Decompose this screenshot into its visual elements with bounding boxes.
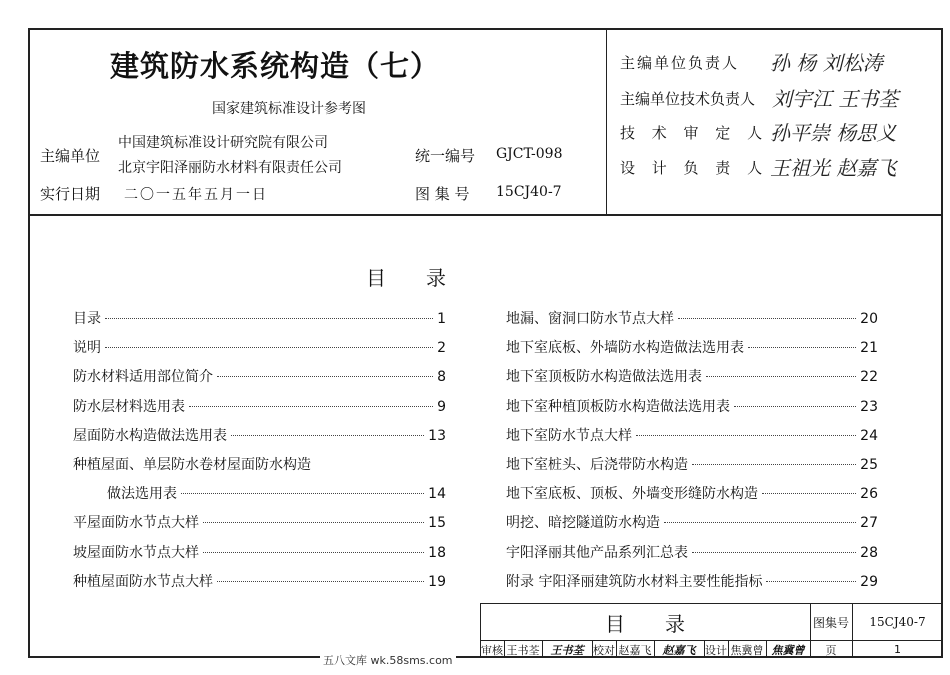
dot-leader <box>105 318 433 319</box>
toc-right-item-page: 22 <box>860 369 878 386</box>
toc-left-item-text: 说明 <box>73 340 101 357</box>
title-block-reviewer-name: 王书荃 <box>504 641 543 658</box>
toc-right-item-text: 附录 宇阳泽丽建筑防水材料主要性能指标 <box>506 573 763 590</box>
dot-leader <box>181 493 424 494</box>
title-block-atlas-no: 15CJ40-7 <box>869 615 926 629</box>
resp-signature-4: 王祖光 赵嘉飞 <box>770 156 897 180</box>
dot-leader <box>217 581 424 582</box>
toc-right-item-text: 地下室种植顶板防水构造做法选用表 <box>506 398 730 415</box>
toc-right-item <box>506 308 878 328</box>
effective-date: 二〇一五年五月一日 <box>124 187 268 203</box>
toc-right-item-text: 地下室防水节点大样 <box>506 427 632 444</box>
toc-right-item-page: 23 <box>860 398 878 415</box>
toc-left-item-page: 18 <box>428 544 446 561</box>
header-divider <box>28 214 943 216</box>
toc-left-item <box>73 454 446 474</box>
dot-leader <box>664 522 856 523</box>
toc-right-item <box>506 571 878 591</box>
title-block-designer-name: 焦冀曾 <box>728 641 767 658</box>
toc-right-item-text: 地下室底板、外墙防水构造做法选用表 <box>506 340 744 357</box>
title-block-name: 目 录 <box>605 611 685 636</box>
resp-signature-1: 孙 杨 刘松涛 <box>770 51 883 75</box>
dot-leader <box>231 435 424 436</box>
toc-right-item-page: 28 <box>860 544 878 561</box>
title-block-checker-name: 赵嘉飞 <box>616 641 655 658</box>
toc-right-item <box>506 337 878 357</box>
dot-leader <box>217 376 433 377</box>
toc-left-item-text: 坡屋面防水节点大样 <box>73 544 199 561</box>
toc-title: 目 录 <box>366 266 446 290</box>
toc-right-item-page: 24 <box>860 427 878 444</box>
toc-left-item-page: 19 <box>428 573 446 590</box>
toc-left-item <box>107 483 446 503</box>
toc-left-item-page: 14 <box>428 486 446 503</box>
toc-left-item <box>73 396 446 416</box>
dot-leader <box>105 347 433 348</box>
toc-right-item-text: 地下室桩头、后浇带防水构造 <box>506 457 688 473</box>
atlas-title: 建筑防水系统构造（七） <box>110 49 441 83</box>
toc-left-item <box>73 425 446 445</box>
toc-left-item <box>73 308 446 328</box>
toc-left-item <box>73 571 446 591</box>
toc-right-item <box>506 483 878 503</box>
title-block-atlas-label: 图集号 <box>812 615 849 630</box>
resp-label-3: 技 术 审 定 人 <box>620 124 769 142</box>
effective-date-label: 实行日期 <box>40 185 101 203</box>
dot-leader <box>766 581 856 582</box>
dot-leader <box>189 406 433 407</box>
toc-right-item <box>506 425 878 445</box>
toc-right-item <box>506 366 878 386</box>
dot-leader <box>734 406 856 407</box>
toc-right-item-page: 27 <box>860 515 878 532</box>
title-block-reviewer-label: 审核 <box>480 641 505 658</box>
title-block-checker-label: 校对 <box>592 641 617 658</box>
toc-right-item-page: 29 <box>860 573 878 590</box>
resp-signature-3: 孙平崇 杨思义 <box>770 121 897 145</box>
toc-left-item-page: 8 <box>437 369 446 386</box>
toc-left-item-page: 15 <box>428 515 446 532</box>
toc-left-item <box>73 542 446 562</box>
dot-leader <box>636 435 856 436</box>
dot-leader <box>692 552 856 553</box>
toc-left-item-text: 目录 <box>73 311 101 327</box>
watermark: 五八文库 wk.58sms.com <box>320 652 456 668</box>
toc-left-item <box>73 337 446 357</box>
atlas-no: 15CJ40-7 <box>496 184 562 200</box>
resp-label-4: 设 计 负 责 人 <box>620 159 769 177</box>
toc-right-item-page: 25 <box>860 457 878 473</box>
dot-leader <box>762 493 856 494</box>
unified-no-label: 统一编号 <box>415 147 476 165</box>
header-vertical-divider <box>606 28 607 214</box>
toc-right-item-text: 地下室顶板防水构造做法选用表 <box>506 369 702 386</box>
title-block-page-label: 页 <box>825 643 837 657</box>
toc-left-item-text: 做法选用表 <box>107 486 177 503</box>
toc-right-item-text: 地下室底板、顶板、外墙变形缝防水构造 <box>506 486 758 503</box>
toc-right-item-text: 明挖、暗挖隧道防水构造 <box>506 515 660 532</box>
toc-right-item <box>506 454 878 474</box>
toc-left-item-text: 防水材料适用部位简介 <box>73 369 213 386</box>
toc-left-item-page: 2 <box>437 340 446 357</box>
toc-right-item-page: 21 <box>860 340 878 357</box>
atlas-no-label: 图 集 号 <box>415 185 470 203</box>
toc-right-item <box>506 396 878 416</box>
toc-right-item <box>506 542 878 562</box>
title-block-checker-sig: 赵嘉飞 <box>654 641 705 658</box>
toc-left-item-text: 种植屋面防水节点大样 <box>73 573 213 590</box>
toc-right-item-page: 20 <box>860 311 878 327</box>
title-block-designer-sig: 焦冀曾 <box>771 643 805 657</box>
title-block-designer-label: 设计 <box>704 641 729 658</box>
title-block-page-no: 1 <box>894 643 901 656</box>
toc-left-item-page: 1 <box>437 311 446 327</box>
dot-leader <box>203 552 424 553</box>
resp-signature-2: 刘宇江 王书荃 <box>772 87 899 111</box>
toc-left-item-text: 平屋面防水节点大样 <box>73 515 199 532</box>
unified-no: GJCT-098 <box>496 146 563 162</box>
toc-left-item <box>73 512 446 532</box>
dot-leader <box>678 318 856 319</box>
resp-label-2: 主编单位技术负责人 <box>620 90 756 108</box>
chief-unit-1: 中国建筑标准设计研究院有限公司 <box>118 135 328 151</box>
dot-leader <box>706 376 856 377</box>
toc-right-item-page: 26 <box>860 486 878 503</box>
dot-leader <box>748 347 856 348</box>
toc-left-item <box>73 366 446 386</box>
toc-left-item-text: 防水层材料选用表 <box>73 398 185 415</box>
title-block-reviewer-sig: 王书荃 <box>542 641 593 658</box>
chief-unit-label: 主编单位 <box>40 147 101 165</box>
toc-right-item <box>506 512 878 532</box>
toc-right-item-text: 地漏、窗洞口防水节点大样 <box>506 311 674 327</box>
toc-left-item-page: 9 <box>437 398 446 415</box>
toc-left-item-text: 种植屋面、单层防水卷材屋面防水构造 <box>73 457 311 473</box>
toc-left-item-page: 13 <box>428 427 446 444</box>
toc-right-item-text: 宇阳泽丽其他产品系列汇总表 <box>506 544 688 561</box>
chief-unit-2: 北京宇阳泽丽防水材料有限责任公司 <box>118 160 342 176</box>
atlas-subtitle: 国家建筑标准设计参考图 <box>212 101 366 117</box>
dot-leader <box>203 522 424 523</box>
toc-left-item-text: 屋面防水构造做法选用表 <box>73 427 227 444</box>
dot-leader <box>692 464 856 465</box>
resp-label-1: 主编单位负责人 <box>620 54 740 72</box>
